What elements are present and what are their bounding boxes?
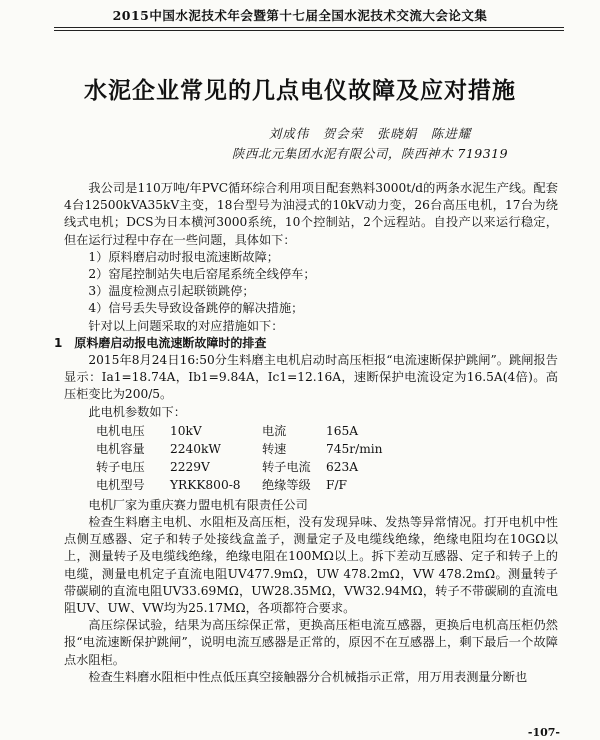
affiliation: 陕西北元集团水泥有限公司，陕西神木 719319 (231, 146, 509, 161)
param-value: 623A (326, 460, 359, 475)
motor-params-table (64, 423, 558, 495)
param-value: 745r/min (326, 442, 383, 457)
param-label: 电流 (262, 424, 287, 439)
param-value: YRKK800-8 (170, 478, 241, 493)
paper-title: 水泥企业常见的几点电仪故障及应对措施 (84, 78, 516, 104)
param-value: 10kV (170, 424, 202, 439)
param-label: 电机电压 (96, 424, 145, 439)
param-label: 绝缘等级 (262, 478, 311, 493)
running-header: 2015中国水泥技术年会暨第十七届全国水泥技术交流大会论文集 (112, 8, 488, 23)
paragraph-water-resistor: 检查生料磨水阻柜中性点低压真空接触器分合机械指示正常，用万用表测量分断也 (88, 669, 528, 684)
param-label: 转速 (262, 442, 287, 457)
param-row (96, 477, 558, 495)
problem-item-4: 4）信号丢失导致设备跳停的解决措施； (88, 301, 304, 316)
param-row (96, 441, 558, 459)
param-row (96, 459, 558, 477)
problem-item-3: 3）温度检测点引起联锁跳停； (88, 284, 255, 299)
param-value: 2240kW (170, 442, 221, 457)
param-row (96, 423, 558, 441)
params-title: 此电机参数如下： (88, 404, 186, 419)
header-rule (54, 27, 564, 28)
param-value: F/F (326, 478, 348, 493)
page-number: -107- (527, 726, 560, 739)
paragraph-fault-report: 2015年8月24日16:50分生料磨主电机启动时高压柜报“电流速断保护跳闸”。跳闸报告显示：Ia1=18.74A，Ib1=9.84A，Ic1=12.16A，速断保护电流设定为16.5A(4倍)。高压柜变比为200/5。 (64, 353, 558, 402)
paragraph-inspection: 检查生料磨主电机、水阻柜及高压柜，没有发现异味、发热等异常情况。打开电机中性点侧互感器、定子和转子处接线盒盖子，测量定子及电缆线绝缘，绝缘电阻均在10GΩ以上，测量转子及电缆线绝缘，绝缘电阻在100MΩ以上。拆下差动互感器、定子和转子上的电缆，测量电机定子直流电阻UV477.9mΩ，UW 478.2mΩ，VW 478.2mΩ。测量转子带碳刷的直流电阻UV33.69MΩ，UW28.35MΩ，VW32.94MΩ，转子不带碳刷的直流电阻UV、UW、VW均为25.17MΩ，各项都符合要求。 (64, 515, 558, 616)
intro-paragraph: 我公司是110万吨/年PVC循环综合利用项目配套熟料3000t/d的两条水泥生产线。配套4台12500kVA35kV主变，18台型号为油浸式的10kV动力变，26台高压电机，17台为绕线式电机；DCS为日本横河3000系统，10个控制站，2个远程站。自投产以来运行稳定，但在运行过程中存在一些问题，具体如下： (64, 181, 558, 247)
problem-item-1: 1）原料磨启动时报电流速断故障； (88, 249, 279, 264)
param-label: 电机型号 (96, 478, 145, 493)
param-label: 转子电流 (262, 460, 311, 475)
header-rule-thin (54, 30, 564, 31)
authors: 刘成伟 贺会荣 张晓娟 陈进耀 (268, 126, 472, 141)
paragraph-protection-test: 高压综保试验，结果为高压综保正常，更换高压柜电流互感器，更换后电机高压柜仍然报“电流速断保护跳闸”，说明电流互感器是正常的，原因不在互感器上，剩下最后一个故障点水阻柜。 (64, 618, 558, 667)
param-label: 电机容量 (96, 442, 145, 457)
manufacturer-line: 电机厂家为重庆赛力盟电机有限责任公司 (88, 497, 308, 512)
section-heading-1: 1 原料磨启动报电流速断故障时的排查 (54, 335, 267, 350)
paper-body (54, 180, 558, 686)
param-label: 转子电压 (96, 460, 145, 475)
problem-item-2: 2）窑尾控制站失电后窑尾系统全线停车； (88, 267, 316, 282)
measures-line: 针对以上问题采取的对应措施如下： (88, 318, 284, 333)
param-value: 2229V (170, 460, 210, 475)
param-value: 165A (326, 424, 359, 439)
